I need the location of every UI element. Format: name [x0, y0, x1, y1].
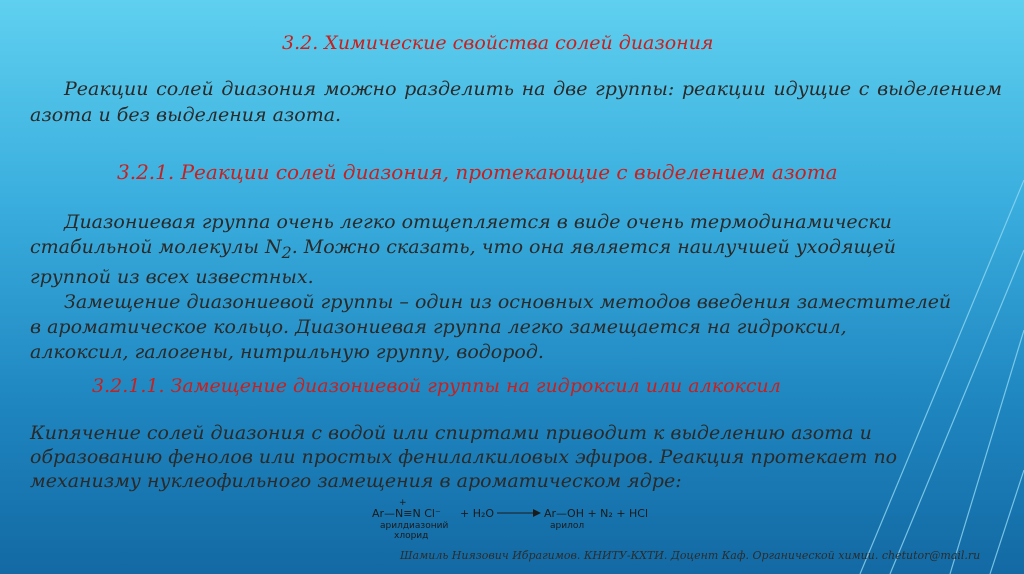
reagent: + H₂O	[460, 507, 495, 520]
diazonium-paragraph	[30, 210, 995, 365]
para2-line3: группой из всех известных.	[30, 265, 314, 288]
para2-line4: Замещение диазониевой группы – один из основных методов введения заместителей	[64, 290, 952, 313]
boiling-paragraph: Кипячение солей диазония с водой или спиртами приводит к выделению азота и образованию фенолов или простых фенилалкиловых эфиров. Реакция протекает по механизму нуклеофильного замещения в ароматическом ядре:	[30, 422, 898, 492]
para2-line5: в ароматическое кольцо. Диазониевая группа легко замещается на гидроксил,	[30, 315, 847, 338]
subsection-heading: 3.2.1. Реакции солей диазония, протекающие с выделением азота	[117, 160, 838, 184]
subsubsection-heading: 3.2.1.1. Замещение диазониевой группы на гидроксил или алкоксил	[92, 375, 781, 397]
para2-line1: Диазониевая группа очень легко отщепляется в виде очень термодинамически	[64, 211, 892, 233]
nitrogen-subscript: 2	[281, 242, 292, 262]
products: Ar—OH + N₂ + HCl	[544, 507, 649, 520]
section-heading: 3.2. Химические свойства солей диазония	[282, 32, 714, 54]
intro-text: Реакции солей диазония можно разделить на две группы: реакции идущие с выделением азота и без выделения азота.	[30, 78, 1002, 126]
para2-line2b: . Можно сказать, что она является наилучшей уходящей	[291, 236, 897, 258]
reactant: Ar—N≡N Cl⁻	[372, 507, 441, 520]
plus-charge: +	[399, 498, 407, 508]
reactant-name-2: хлорид	[394, 531, 429, 541]
para2-line6: алкоксил, галогены, нитрильную группу, водород.	[30, 340, 544, 363]
reactant-name-1: арилдиазоний	[380, 521, 449, 531]
product-name: арилол	[550, 521, 585, 531]
reaction-equation	[372, 500, 672, 545]
reaction-arrow-icon	[497, 508, 541, 518]
footer-credit: Шамиль Ниязович Ибрагимов. КНИТУ-КХТИ. Доцент Каф. Органической химии. chetutor@mail.ru	[400, 549, 981, 562]
para2-line2a: стабильной молекулы N	[30, 236, 282, 258]
intro-paragraph	[30, 76, 1002, 128]
